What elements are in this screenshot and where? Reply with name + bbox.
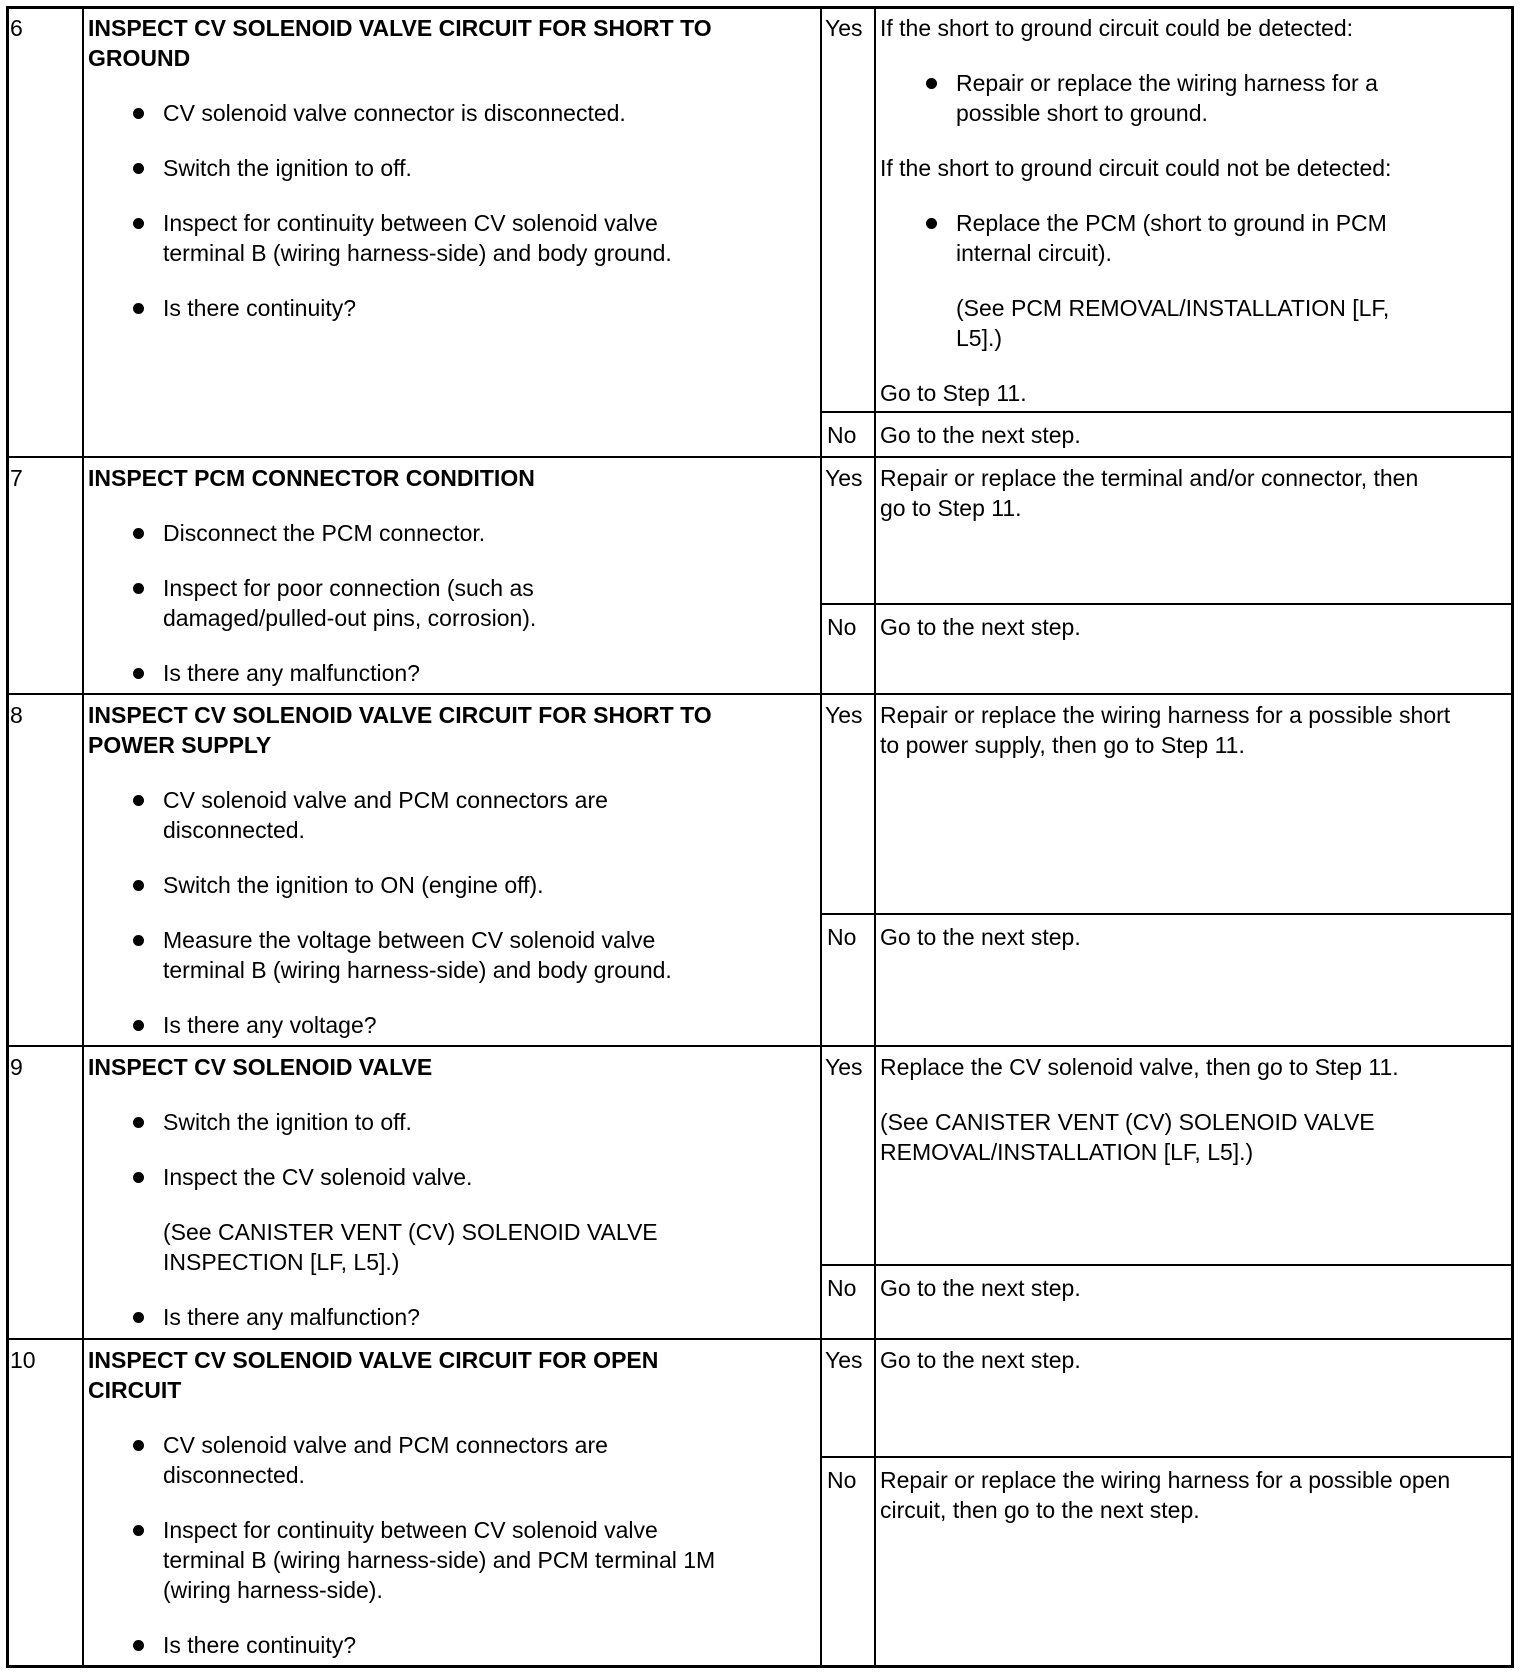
check-item: Inspect for continuity between CV solenoid valve (163, 210, 658, 236)
step-title: GROUND (88, 45, 191, 71)
check-item: Disconnect the PCM connector. (163, 520, 486, 546)
bullet-icon (133, 1525, 144, 1536)
bullet-icon (133, 1020, 144, 1031)
step-title: INSPECT CV SOLENOID VALVE CIRCUIT FOR SHORT TO (88, 702, 712, 728)
bullet-icon (133, 1172, 144, 1183)
yes-no-divider (820, 1264, 1514, 1266)
yes-no-divider (820, 603, 1514, 605)
check-item: Inspect for poor connection (such as (163, 575, 534, 601)
no-label: No (827, 422, 857, 448)
row-divider (6, 1338, 1514, 1340)
check-item: Switch the ignition to off. (163, 155, 412, 181)
bullet-icon (133, 935, 144, 946)
check-item: CV solenoid valve connector is disconnected. (163, 100, 626, 126)
step-title: POWER SUPPLY (88, 732, 272, 758)
check-item: disconnected. (163, 1462, 305, 1488)
yes-result-text: possible short to ground. (956, 100, 1208, 126)
check-item: Measure the voltage between CV solenoid valve (163, 927, 656, 953)
yes-result-text: Go to Step 11. (880, 380, 1027, 406)
yes-no-divider (820, 913, 1514, 915)
check-item: Is there any malfunction? (163, 660, 420, 686)
bullet-icon (133, 1440, 144, 1451)
bullet-icon (133, 1312, 144, 1323)
yes-result-reference: REMOVAL/INSTALLATION [LF, L5].) (880, 1139, 1254, 1165)
yes-no-divider (820, 1456, 1514, 1458)
bullet-icon (133, 528, 144, 539)
check-item: CV solenoid valve and PCM connectors are (163, 1432, 608, 1458)
no-label: No (827, 1275, 857, 1301)
no-result-text: Repair or replace the wiring harness for a possible open (880, 1467, 1451, 1493)
yes-label: Yes (825, 465, 863, 491)
yes-no-divider (820, 411, 1514, 413)
check-item: terminal B (wiring harness-side) and body ground. (163, 240, 672, 266)
bullet-icon (133, 1117, 144, 1128)
yes-result-text: to power supply, then go to Step 11. (880, 732, 1245, 758)
check-item: Is there continuity? (163, 295, 357, 321)
col-divider-action (820, 6, 822, 1668)
no-label: No (827, 614, 857, 640)
check-item-reference: INSPECTION [LF, L5].) (163, 1249, 400, 1275)
bullet-icon (133, 583, 144, 594)
yes-result-reference: (See CANISTER VENT (CV) SOLENOID VALVE (880, 1109, 1375, 1135)
check-item: Is there any voltage? (163, 1012, 377, 1038)
step-title: INSPECT CV SOLENOID VALVE (88, 1054, 433, 1080)
yes-label: Yes (825, 15, 863, 41)
check-item: disconnected. (163, 817, 305, 843)
step-number: 6 (10, 15, 23, 41)
check-item: Switch the ignition to off. (163, 1109, 412, 1135)
yes-result-reference: (See PCM REMOVAL/INSTALLATION [LF, (956, 295, 1390, 321)
step-number: 10 (10, 1347, 36, 1373)
no-result-text: Go to the next step. (880, 614, 1081, 640)
step-title: CIRCUIT (88, 1377, 182, 1403)
check-item: terminal B (wiring harness-side) and PCM terminal 1M (163, 1547, 716, 1573)
yes-result-text: If the short to ground circuit could be detected: (880, 15, 1354, 41)
check-item: CV solenoid valve and PCM connectors are (163, 787, 608, 813)
step-number: 9 (10, 1054, 23, 1080)
row-divider (6, 456, 1514, 458)
check-item: Switch the ignition to ON (engine off). (163, 872, 544, 898)
no-result-text: Go to the next step. (880, 924, 1081, 950)
no-label: No (827, 924, 857, 950)
bullet-icon (133, 218, 144, 229)
bullet-icon (133, 795, 144, 806)
no-result-text: Go to the next step. (880, 422, 1081, 448)
yes-label: Yes (825, 702, 863, 728)
check-item-reference: (See CANISTER VENT (CV) SOLENOID VALVE (163, 1219, 658, 1245)
yes-label: Yes (825, 1054, 863, 1080)
col-divider-result (874, 6, 876, 1668)
check-item: Inspect for continuity between CV solenoid valve (163, 1517, 658, 1543)
row-divider (6, 693, 1514, 695)
check-item: (wiring harness-side). (163, 1577, 383, 1603)
no-label: No (827, 1467, 857, 1493)
bullet-icon (133, 668, 144, 679)
yes-result-text: Repair or replace the terminal and/or connector, then (880, 465, 1419, 491)
yes-result-text: Replace the PCM (short to ground in PCM (956, 210, 1387, 236)
yes-result-text: Replace the CV solenoid valve, then go to Step 11. (880, 1054, 1399, 1080)
step-title: INSPECT PCM CONNECTOR CONDITION (88, 465, 535, 491)
step-title: INSPECT CV SOLENOID VALVE CIRCUIT FOR SHORT TO (88, 15, 712, 41)
step-number: 8 (10, 702, 23, 728)
no-result-text: Go to the next step. (880, 1275, 1081, 1301)
yes-result-reference: L5].) (956, 325, 1003, 351)
check-item: Inspect the CV solenoid valve. (163, 1164, 473, 1190)
col-divider-step (82, 6, 84, 1668)
yes-result-text: Repair or replace the wiring harness for a possible short (880, 702, 1451, 728)
bullet-icon (926, 78, 937, 89)
check-item: Is there continuity? (163, 1632, 357, 1658)
bullet-icon (133, 303, 144, 314)
bullet-icon (133, 880, 144, 891)
step-title: INSPECT CV SOLENOID VALVE CIRCUIT FOR OPEN (88, 1347, 659, 1373)
yes-result-text: Go to the next step. (880, 1347, 1081, 1373)
bullet-icon (926, 218, 937, 229)
row-divider (6, 1045, 1514, 1047)
yes-label: Yes (825, 1347, 863, 1373)
yes-result-text: Repair or replace the wiring harness for a (956, 70, 1378, 96)
bullet-icon (133, 108, 144, 119)
check-item: Is there any malfunction? (163, 1304, 420, 1330)
no-result-text: circuit, then go to the next step. (880, 1497, 1200, 1523)
yes-result-text: internal circuit). (956, 240, 1112, 266)
yes-result-text: go to Step 11. (880, 495, 1022, 521)
bullet-icon (133, 163, 144, 174)
bullet-icon (133, 1640, 144, 1651)
check-item: damaged/pulled-out pins, corrosion). (163, 605, 537, 631)
check-item: terminal B (wiring harness-side) and body ground. (163, 957, 672, 983)
step-number: 7 (10, 465, 23, 491)
yes-result-text: If the short to ground circuit could not be detected: (880, 155, 1392, 181)
